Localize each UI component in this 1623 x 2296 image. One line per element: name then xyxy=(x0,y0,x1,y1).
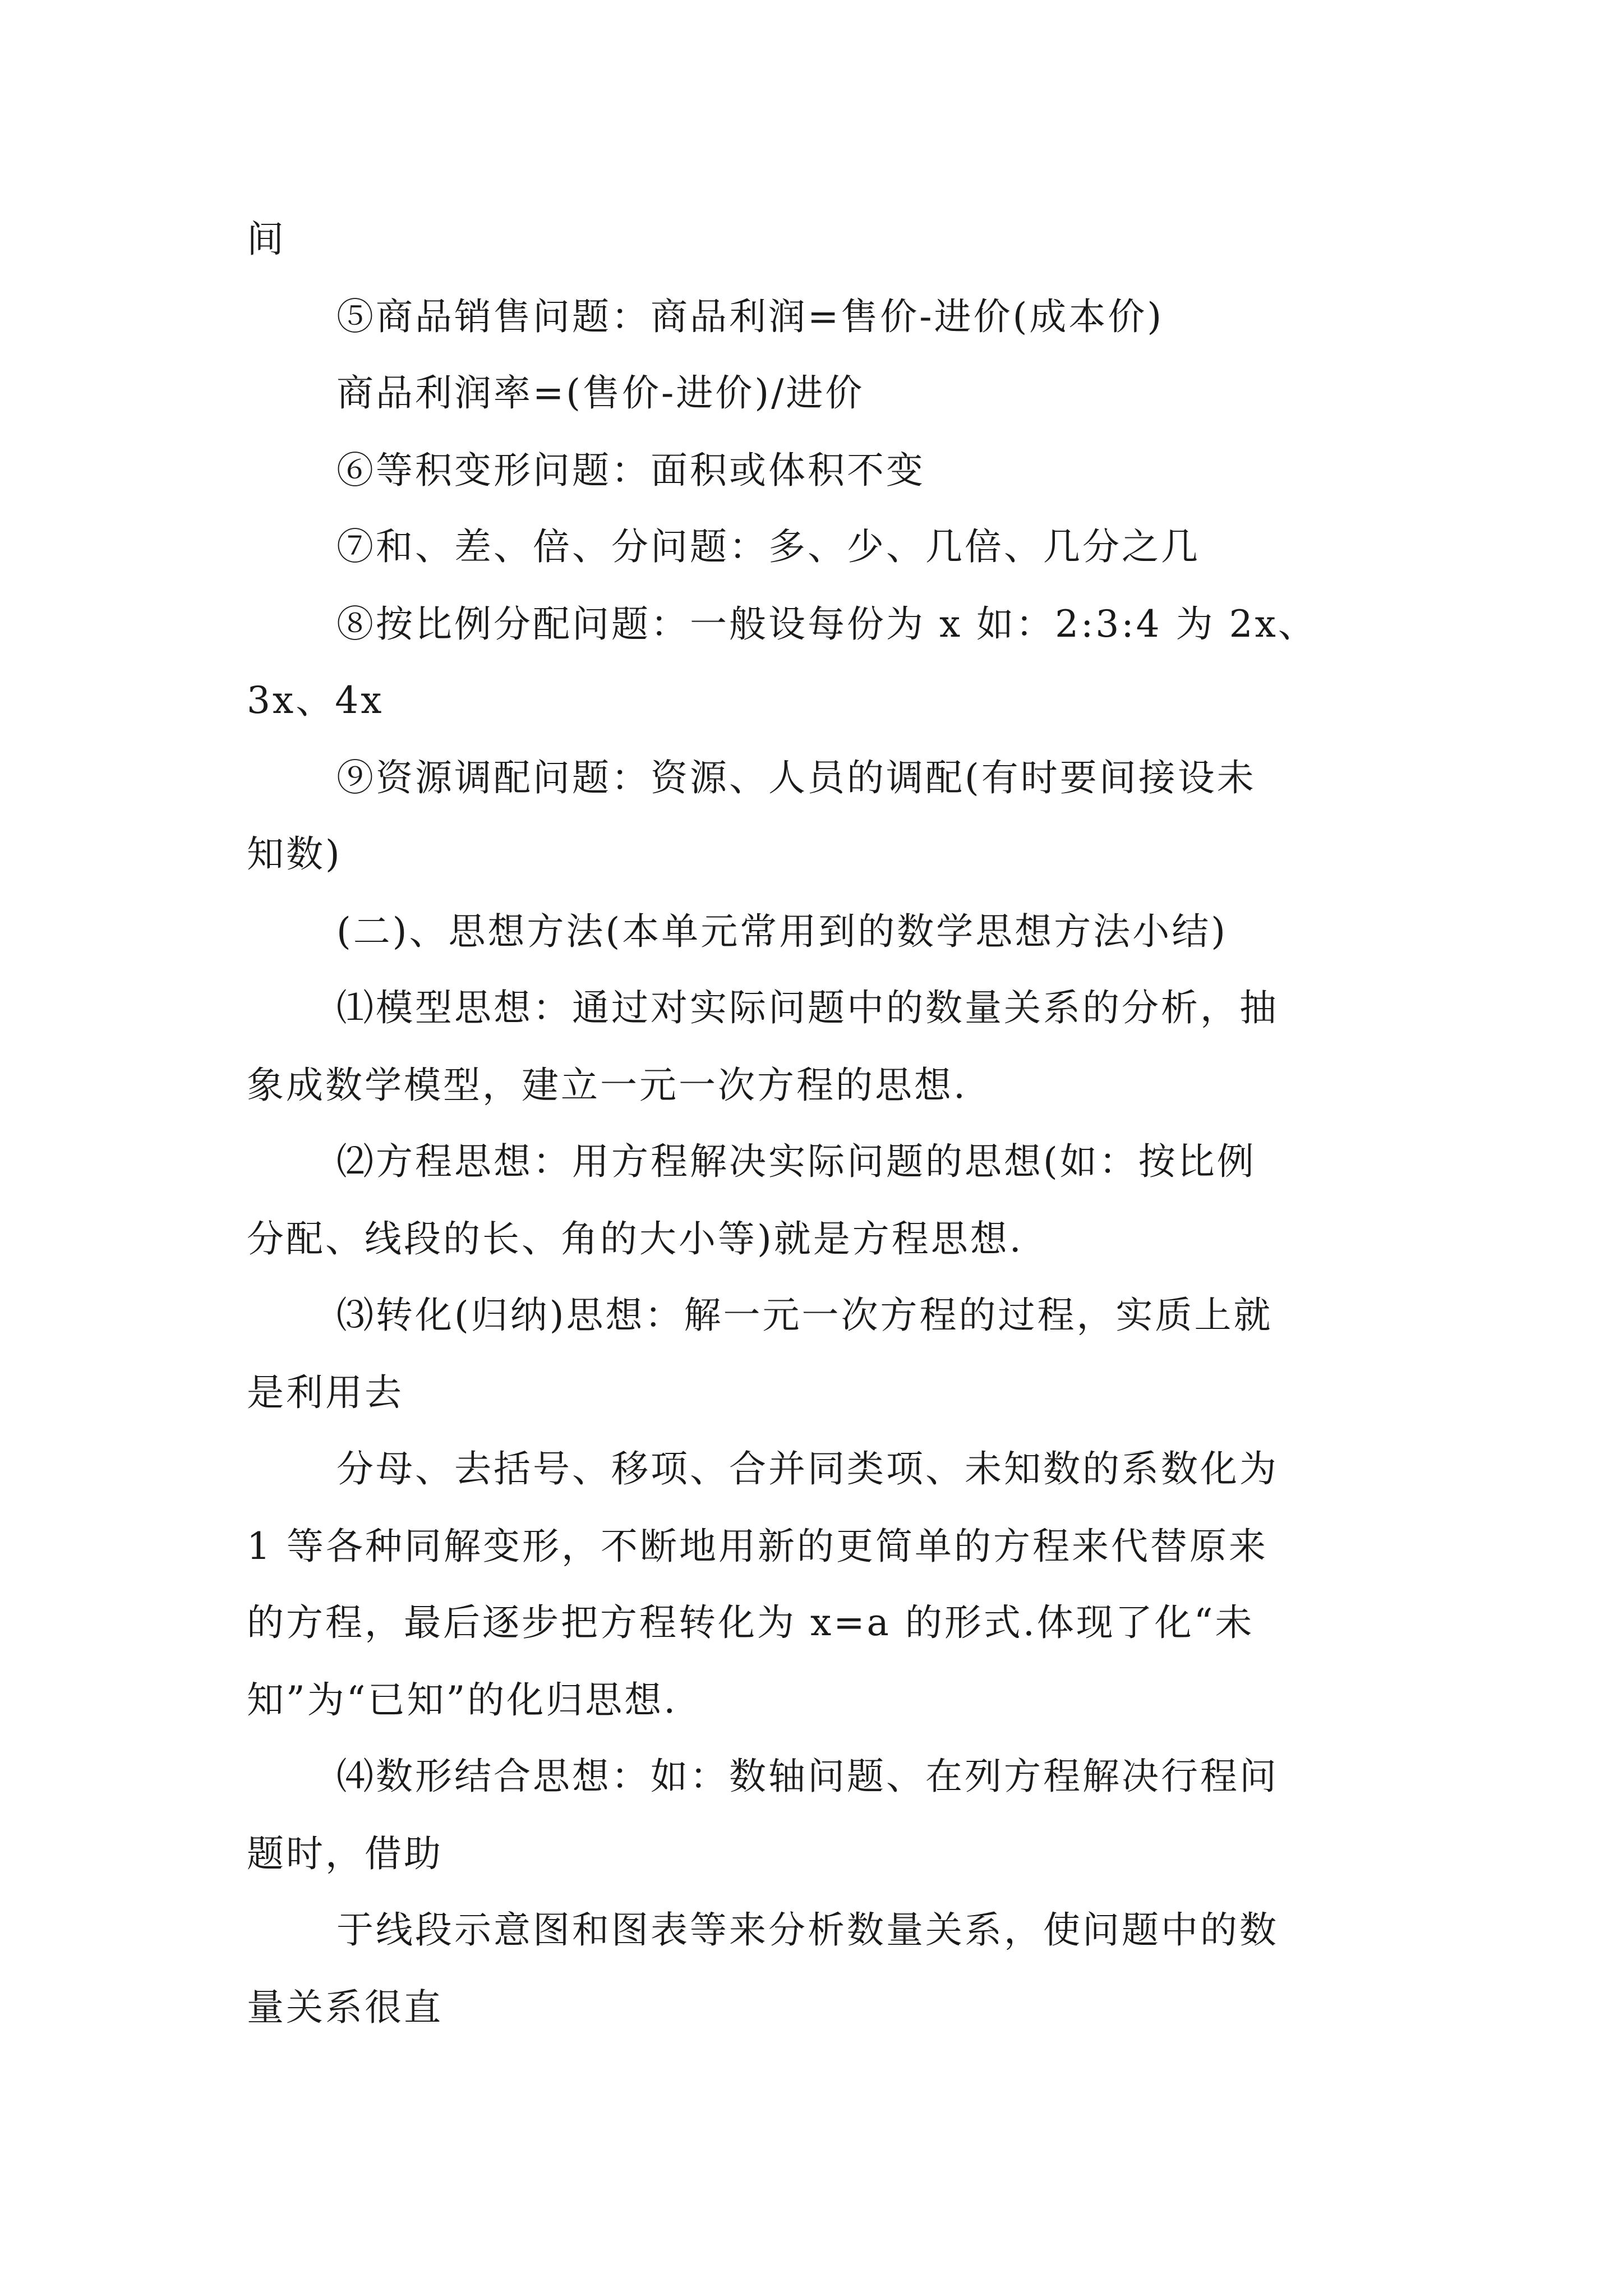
text-line: 是利用去 xyxy=(247,1371,404,1414)
text-line: ⑵方程思想：用方程解决实际问题的思想(如：按比例 xyxy=(336,1140,1256,1183)
text-line: (二)、思想方法(本单元常用到的数学思想方法小结) xyxy=(336,910,1228,953)
text-line: 知”为“已知”的化归思想. xyxy=(247,1678,678,1722)
text-line: 1 等各种同解变形，不断地用新的更简单的方程来代替原来 xyxy=(247,1525,1268,1568)
text-line: ⑷数形结合思想：如：数轴问题、在列方程解决行程问 xyxy=(336,1755,1279,1798)
text-line: 3x、4x xyxy=(247,679,384,722)
text-line: ⑦和、差、倍、分问题：多、少、几倍、几分之几 xyxy=(336,525,1200,568)
text-line: 知数) xyxy=(247,832,342,876)
text-line: ⑶转化(归纳)思想：解一元一次方程的过程，实质上就 xyxy=(336,1294,1273,1337)
text-line: 量关系很直 xyxy=(247,1986,443,2029)
text-line: ⑧按比例分配问题：一般设每份为 x 如：2:3:4 为 2x、 xyxy=(336,602,1317,646)
text-line: 分母、去括号、移项、合并同类项、未知数的系数化为 xyxy=(336,1447,1279,1490)
text-line: ⑨资源调配问题：资源、人员的调配(有时要间接设未 xyxy=(336,756,1256,799)
text-line: 间 xyxy=(247,218,286,261)
text-line: ⑴模型思想：通过对实际问题中的数量关系的分析，抽 xyxy=(336,986,1279,1029)
text-line: ⑥等积变形问题：面积或体积不变 xyxy=(336,449,925,492)
text-line: 象成数学模型，建立一元一次方程的思想. xyxy=(247,1064,967,1107)
text-line: ⑤商品销售问题：商品利润=售价-进价(成本价) xyxy=(336,295,1164,338)
text-line: 题时，借助 xyxy=(247,1832,443,1875)
text-line: 于线段示意图和图表等来分析数量关系，使问题中的数 xyxy=(336,1908,1279,1952)
text-line: 的方程，最后逐步把方程转化为 x=a 的形式.体现了化“未 xyxy=(247,1601,1255,1644)
text-line: 分配、线段的长、角的大小等)就是方程思想. xyxy=(247,1217,1023,1260)
text-line: 商品利润率=(售价-进价)/进价 xyxy=(336,371,865,415)
